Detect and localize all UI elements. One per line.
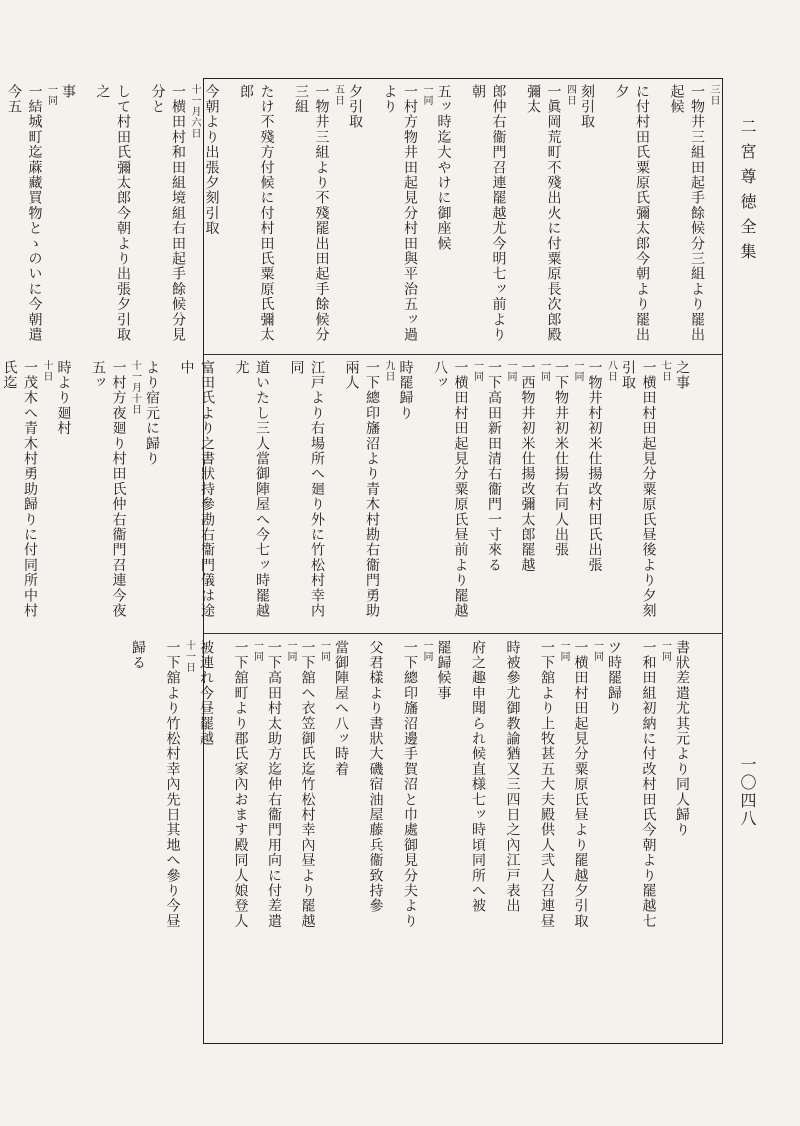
entry-continuation: 五ッ時迄大やけに御座候 <box>435 84 452 252</box>
entry-line: 一茂木へ青木村勇助歸りに付同所中村氏迄 <box>1 360 38 619</box>
entry-continuation: 時被參尤御教諭猶又三四日之內江戸表出 <box>504 640 521 914</box>
entry-date: 一同 <box>558 640 569 662</box>
entry-continuation: 時より廻村 <box>55 360 72 436</box>
entry-line: 一物井村初米仕揚改村田氏出張 <box>586 360 603 573</box>
entry-continuation: 今朝より出張夕刻引取 <box>203 84 220 236</box>
entry-date: 十一月六日 <box>189 84 200 139</box>
entry-date: 一同 <box>471 360 483 382</box>
entry-continuation: ツ時罷歸り <box>606 640 622 716</box>
entry-line: 一西物井初米仕揚改彌太郎罷越 <box>519 360 536 573</box>
entry-line: 一下物井初米仕揚右同人出張 <box>553 360 569 558</box>
entry-continuation: たけ不殘方付候に付村田氏粟原氏彌太郎 <box>238 84 275 343</box>
diary-section-bottom <box>130 640 720 1040</box>
entry-continuation: 之事 <box>674 360 690 391</box>
entry-date: 八日 <box>605 360 617 382</box>
entry-date: 一同 <box>318 640 330 662</box>
entry-line: 一横田村田起見分粟原氏昼前より罷越八ッ <box>432 360 469 619</box>
entry-line: 一村方夜廻り村田氏仲右衞門召連今夜五ッ <box>90 360 127 619</box>
entry-continuation: 富田氏より之書狀持參勘右衞門儀は途中 <box>178 360 215 619</box>
entry-date: 五日 <box>332 84 344 106</box>
entry-line: 一下舘町より郡氏家內おます殿同人娘登人 <box>232 640 249 929</box>
entry-line: 一下舘より上牧甚五大夫殿供人弐人召連昼 <box>539 640 555 929</box>
diary-section-top <box>6 84 720 350</box>
entry-date: 四日 <box>564 84 576 106</box>
entry-date: 一同 <box>659 640 671 662</box>
entry-date: 九日 <box>383 360 394 382</box>
entry-date: 一同 <box>251 640 263 662</box>
entry-date: 十一日 <box>183 640 195 673</box>
entry-continuation: 被連れ今昼罷越 <box>198 640 214 747</box>
entry-continuation: 事 <box>60 84 76 100</box>
entry-continuation: 道いたし三人當御陣屋へ今七ッ時罷越尤 <box>233 360 270 619</box>
section-divider <box>203 633 723 634</box>
entry-line: 一下總印旛沼より青木村勘右衞門勇助兩人 <box>343 360 380 619</box>
entry-continuation: 時罷歸り <box>397 360 414 421</box>
entry-line: 一横田村田起見分粟原氏昼後より夕刻引取 <box>620 360 657 619</box>
entry-continuation: 江戸より右場所へ廻り外に竹松村幸内同 <box>288 360 325 619</box>
entry-line: 一村方物井田起見分村田與平治五ッ過より <box>381 84 418 343</box>
entry-continuation: 郎仲右衞門召連罷越尤今明七ッ前より朝 <box>470 84 507 343</box>
entry-line: 一横田村田起見分粟原氏昼より罷越夕引取 <box>572 640 589 929</box>
entry-continuation: 父君樣より書狀大磯宿油屋藤兵衞致持參 <box>367 640 384 914</box>
entry-continuation <box>0 84 4 350</box>
entry-line: 一下舘へ衣笠御氏迄竹松村幸內昼より罷越 <box>299 640 316 929</box>
entry-date: 三日 <box>708 84 719 106</box>
entry-continuation: より宿元に歸り <box>144 360 160 467</box>
entry-date: 一同 <box>591 640 603 662</box>
page-number: 一〇四八 <box>738 756 757 828</box>
diary-section-middle <box>1 360 720 630</box>
entry-continuation: 夕引取 <box>347 84 363 130</box>
entry-line: 一眞岡荒町不殘出火に付粟原長次郎殿彌太 <box>525 84 562 343</box>
entry-continuation: 府之趣申聞られ候直様七ッ時頃同所へ被 <box>470 640 486 914</box>
section-divider <box>203 354 723 355</box>
entry-line: 一物井三組田起手餘候分三組より罷出起候 <box>668 84 705 343</box>
entry-line: 一下高田新田清右衞門一寸來る <box>486 360 502 573</box>
entry-line: 一下舘より竹松村幸內先日其地へ參り今昼 <box>164 640 181 929</box>
entry-date: 十一月十日 <box>129 360 141 415</box>
entry-continuation: 書狀差遣尤其元より同人歸り <box>674 640 690 838</box>
entry-date: 一同 <box>285 640 296 662</box>
entry-line: 一結城町迄蔴藏買物とゝのいに今朝遣今五 <box>6 84 43 343</box>
entry-line: 一物井三組より不殘罷出田起手餘候分三組 <box>293 84 330 343</box>
entry-continuation: 罷歸候事 <box>435 640 452 701</box>
entry-date: 十日 <box>41 360 52 382</box>
entry-line: 一下高田村太助方迄仲右衞門用向に付差遣 <box>266 640 282 929</box>
entry-date: 一同 <box>421 84 432 106</box>
entry-continuation: に付村田氏粟原氏彌太郎今朝より罷出夕 <box>613 84 650 343</box>
entry-date: 一同 <box>572 360 583 382</box>
entry-date: 一同 <box>505 360 516 382</box>
entry-continuation: して村田氏彌太郎今朝より出張夕引取之 <box>94 84 131 343</box>
entry-date: 七日 <box>659 360 671 382</box>
entry-date: 一同 <box>421 640 432 662</box>
entry-date: 一同 <box>538 360 550 382</box>
entry-continuation: 當御陣屋へ八ッ時着 <box>333 640 349 777</box>
entry-continuation: 刻引取 <box>579 84 595 130</box>
entry-continuation: 歸る <box>130 640 146 671</box>
entry-line: 一和田組初納に付改村田氏今朝より罷越七 <box>640 640 657 929</box>
running-title: 二宮尊徳全集 <box>738 118 757 268</box>
entry-line: 一横田村和田組境組右田起手餘候分見分と <box>149 84 186 343</box>
entry-date: 一同 <box>45 84 57 106</box>
entry-line: 一下總印旛沼邊手賀沼と巾處御見分夫より <box>402 640 418 929</box>
